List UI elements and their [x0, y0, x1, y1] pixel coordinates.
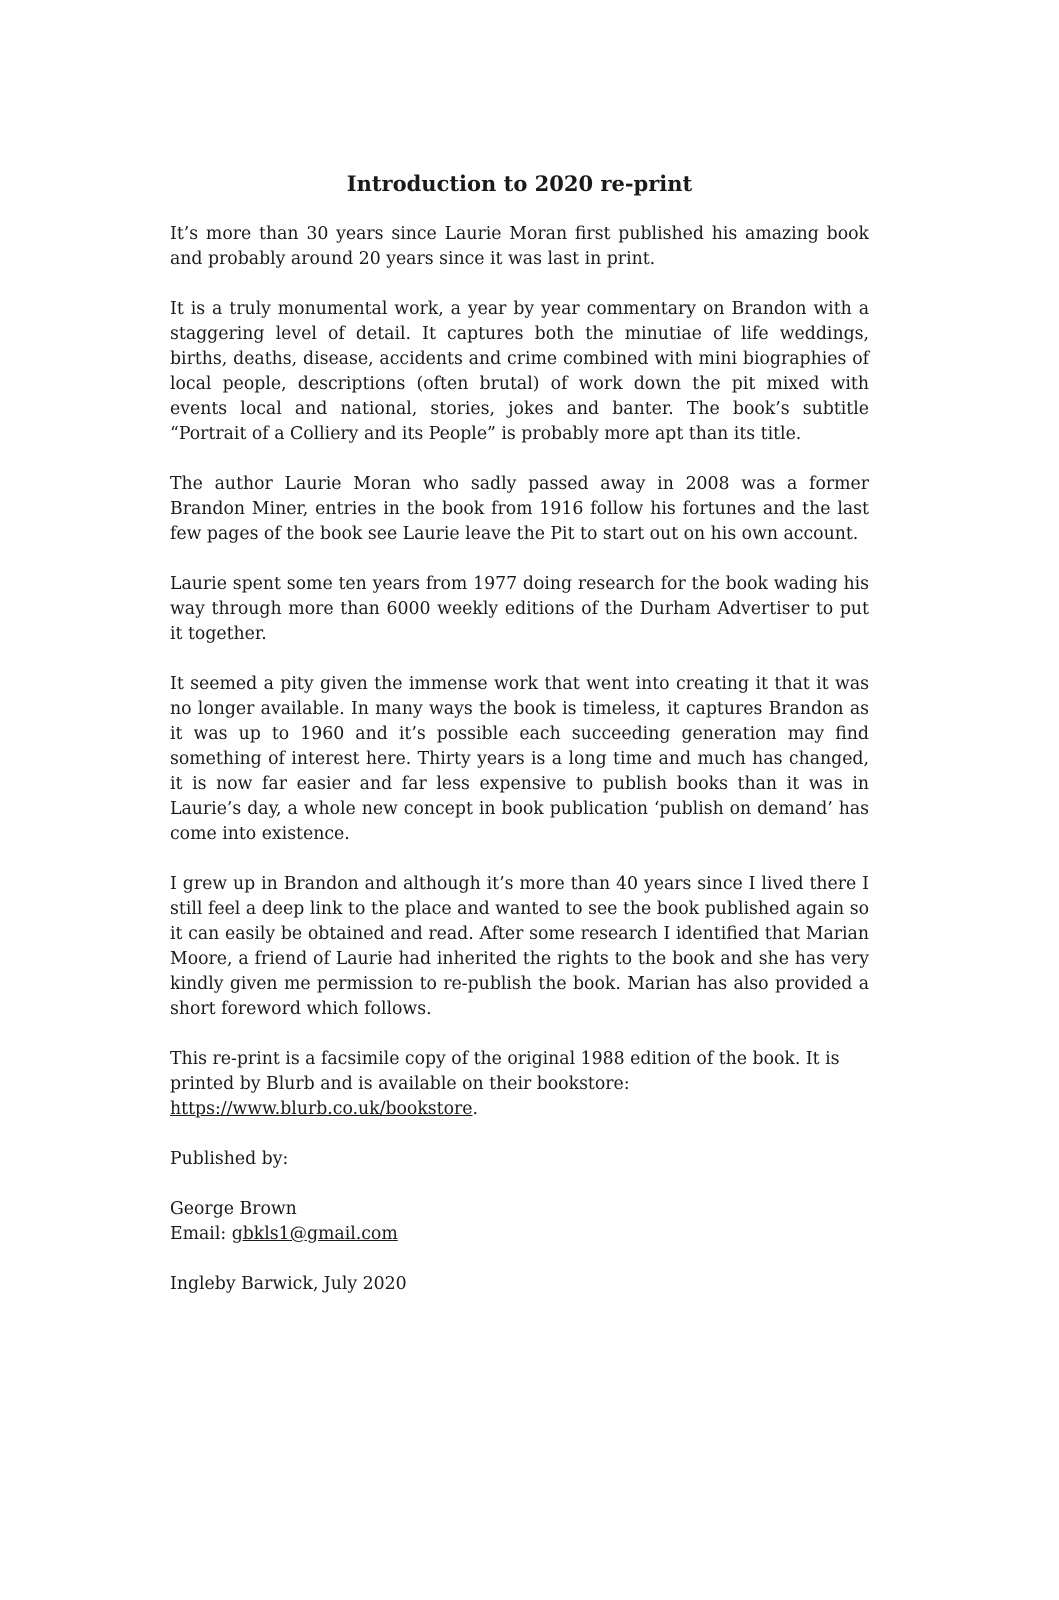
paragraph-reprint-reason: It seemed a pity given the immense work that went into creating it that it was no longer available. In many ways the book is timeless, it captures Brandon as it was up to 1960 and it’s possible each succeeding generation may find something of interest here. Thirty years is a long time and much has changed, it is now far easier and far less expensive to publish books than it was in Laurie’s day, a whole new concept in book publication ‘publish on demand’ has come into existence. — [170, 674, 869, 844]
paragraph-author: The author Laurie Moran who sadly passed away in 2008 was a former Brandon Miner, entries in the book from 1916 follow his fortunes and the last few pages of the book see Laurie leave the Pit to start out on his own account. — [170, 474, 869, 544]
publisher-block — [170, 1197, 869, 1247]
paragraph-brandon: I grew up in Brandon and although it’s more than 40 years since I lived there I still feel a deep link to the place and wanted to see the book published again so it can easily be obtained and read. After some research I identified that Marian Moore, a friend of Laurie had inherited the rights to the book and she has very kindly given me permission to re-publish the book. Marian has also provided a short foreword which follows. — [170, 874, 869, 1019]
email-link[interactable]: gbkls1@gmail.com — [231, 1224, 398, 1244]
facsimile-line-2: printed by Blurb and is available on their bookstore: — [170, 1074, 630, 1094]
publisher-name: George Brown — [170, 1199, 297, 1219]
paragraph-research: Laurie spent some ten years from 1977 doing research for the book wading his way through more than 6000 weekly editions of the Durham Advertiser to put it together. — [170, 574, 869, 644]
bookstore-link[interactable]: https://www.blurb.co.uk/bookstore — [170, 1099, 473, 1119]
email-label: Email: — [170, 1224, 232, 1244]
published-by-label: Published by: — [170, 1149, 289, 1169]
document-body — [170, 222, 869, 1322]
place-date: Ingleby Barwick, July 2020 — [170, 1274, 407, 1294]
paragraph-intro: It’s more than 30 years since Laurie Moran first published his amazing book and probably around 20 years since it was last in print. — [170, 224, 869, 269]
publisher-email-line — [170, 1222, 869, 1247]
page-title: Introduction to 2020 re-print — [346, 171, 693, 196]
facsimile-line-3 — [170, 1097, 869, 1122]
paragraph-monumental-work: It is a truly monumental work, a year by year commentary on Brandon with a staggering level of detail. It captures both the minutiae of life weddings, births, deaths, disease, accidents and crime combined with mini biographies of local people, descriptions (often brutal) of work down the pit mixed with events local and national, stories, jokes and banter. The book’s subtitle “Portrait of a Colliery and its People” is probably more apt than its title. — [170, 299, 869, 444]
paragraph-facsimile — [170, 1047, 869, 1122]
link-period: . — [472, 1099, 479, 1119]
facsimile-line-1: This re-print is a facsimile copy of the original 1988 edition of the book. It is — [170, 1049, 840, 1069]
